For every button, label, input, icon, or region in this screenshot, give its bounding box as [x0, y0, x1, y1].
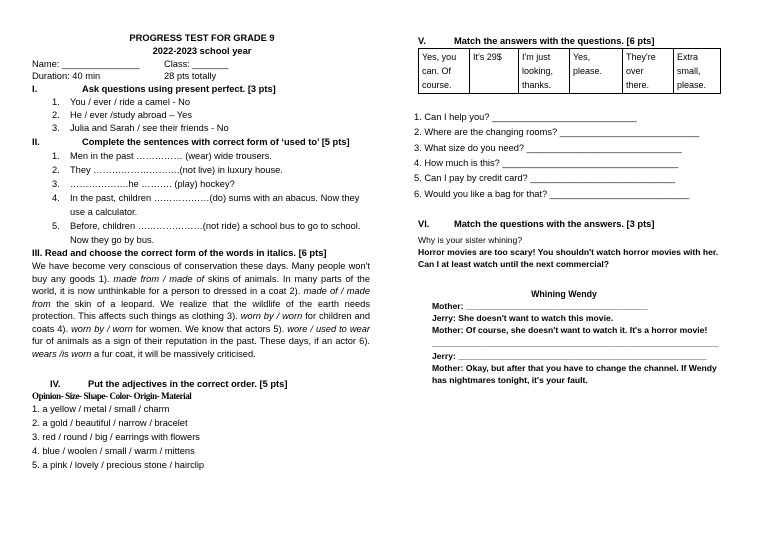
dialogue-blank[interactable]: ____________________________________________________________	[432, 338, 719, 348]
section-5-title: Match the answers with the questions. [6 pts]	[454, 36, 655, 46]
question-line[interactable]: 5. Can I pay by credit card? ____________________________	[414, 173, 676, 183]
list-item: 1. Men in the past …………… (wear) wide trousers.	[52, 151, 273, 161]
answer-line: Horror movies are too scary! You shouldn't watch horror movies with her.	[418, 247, 719, 257]
section-4-title: Put the adjectives in the correct order. [5 pts]	[88, 379, 288, 389]
answer-cell: It's 29$	[470, 49, 519, 94]
school-year: 2022-2023 school year	[152, 46, 252, 56]
class-field[interactable]: Class: _______	[164, 59, 229, 69]
list-item-continuation: use a calculator.	[70, 207, 138, 217]
adjective-order-hint: Opinion- Size- Shape- Color- Origin- Material	[32, 391, 192, 401]
choice-2[interactable]: made of / made from	[32, 286, 370, 309]
choice-4[interactable]: worn by / worn	[71, 323, 133, 334]
dialogue-line: has nightmares tonight, it's your fault.	[432, 375, 588, 385]
choice-1[interactable]: made from / made of	[113, 273, 205, 284]
answers-table	[418, 48, 721, 94]
question-line[interactable]: 2. Where are the changing rooms? ___________________________	[414, 127, 700, 137]
choice-5[interactable]: wore / used to wear	[287, 323, 370, 334]
dialogue-line: Jerry: She doesn't want to watch this movie.	[432, 313, 614, 323]
name-field[interactable]: Name: _______________	[32, 59, 140, 69]
dialogue-line[interactable]: Mother: ______________________________________	[432, 301, 648, 311]
question-line[interactable]: 4. How much is this? __________________________________	[414, 158, 679, 168]
answer-cell: I'm just looking, thanks.	[519, 49, 570, 94]
story-title: Whining Wendy	[531, 289, 597, 299]
answer-cell: Yes, you can. Of course.	[419, 49, 470, 94]
dialogue-line[interactable]: Jerry: ____________________________________________________	[432, 351, 707, 361]
section-4-heading	[50, 378, 287, 390]
list-item: 3. Julia and Sarah / see their friends - No	[52, 123, 229, 133]
list-item: 2. They ……………………….(not live) in luxury house.	[52, 165, 283, 175]
list-item: 4. In the past, children ………………(do) sums with an abacus. Now they	[52, 193, 360, 203]
answer-cell: They're over there.	[623, 49, 674, 94]
section-6-heading	[418, 218, 654, 230]
list-item: 1. You / ever / ride a camel - No	[52, 97, 191, 107]
section-1-heading	[32, 83, 276, 95]
section-3-title: III. Read and choose the correct form of the words in italics. [6 pts]	[32, 248, 327, 258]
choice-3[interactable]: worn by / worn	[240, 311, 303, 321]
list-item: 5. a pink / lovely / precious stone / hairclip	[32, 460, 205, 470]
list-item: 5. Before, children …………………(not ride) a school bus to go to school.	[52, 221, 361, 231]
dialogue-line: Mother: Of course, she doesn't want to watch it. It's a horror movie!	[432, 325, 708, 335]
question-line[interactable]: 3. What size do you need? ______________________________	[414, 143, 682, 153]
answer-line: Can I at least watch until the next commercial?	[418, 259, 610, 269]
section-5-heading	[418, 35, 654, 47]
choice-6[interactable]: wears /is worn	[32, 348, 92, 359]
list-item: 1. a yellow / metal / small / charm	[32, 404, 170, 414]
question-line[interactable]: 6. Would you like a bag for that? ___________________________	[414, 189, 690, 199]
test-title: PROGRESS TEST FOR GRADE 9	[129, 33, 275, 43]
list-item: 3. red / round / big / earrings with flowers	[32, 432, 200, 442]
answer-cell: Extra small, please.	[674, 49, 721, 94]
question-line[interactable]: 1. Can I help you? ____________________________	[414, 112, 637, 122]
dialogue-line: Mother: Okay, but after that you have to change the channel. If Wendy	[432, 363, 717, 373]
answer-cell: Yes, please.	[570, 49, 623, 94]
section-4-number: IV.	[50, 379, 61, 389]
total-points: 28 pts totally	[164, 71, 217, 81]
section-1-number: I.	[32, 84, 38, 94]
list-item: 3. ……………….he ………. (play) hockey?	[52, 179, 235, 189]
section-2-heading	[32, 136, 350, 148]
reading-passage: We have become very conscious of conservation these days. Many people won't buy any goods 1). made from / made of skins of animals. In many parts of the world, it is now unthinkable for a person to dressed in a coat 2). made of / made from the skin of a leopard. We realize that the wildlife of the earth needs protection. This affects such things as clothing 3). worn by / worn for children and coats 4). worn by / worn for women. We know that actors 5). wore / used to wear fur of animals as a sign of their reputation in the past. These days, if an actor 6). wears /is worn a fur coat, it will be massively criticised.	[32, 261, 370, 359]
list-item-continuation: Now they go by bus.	[70, 235, 155, 245]
list-item: 2. He / ever /study abroad – Yes	[52, 110, 192, 120]
section-1-title: Ask questions using present perfect. [3 pts]	[82, 84, 276, 94]
duration: Duration: 40 min	[32, 71, 101, 81]
list-item: 4. blue / woolen / small / warm / mittens	[32, 446, 195, 456]
section-6-title: Match the questions with the answers. [3 pts]	[454, 219, 655, 229]
answer-line: Why is your sister whining?	[418, 235, 523, 245]
section-2-number: II.	[32, 137, 40, 147]
section-5-number: V.	[418, 36, 426, 46]
section-2-title: Complete the sentences with correct form of ‘used to’ [5 pts]	[82, 137, 350, 147]
list-item: 2. a gold / beautiful / narrow / bracelet	[32, 418, 188, 428]
section-6-number: VI.	[418, 219, 430, 229]
